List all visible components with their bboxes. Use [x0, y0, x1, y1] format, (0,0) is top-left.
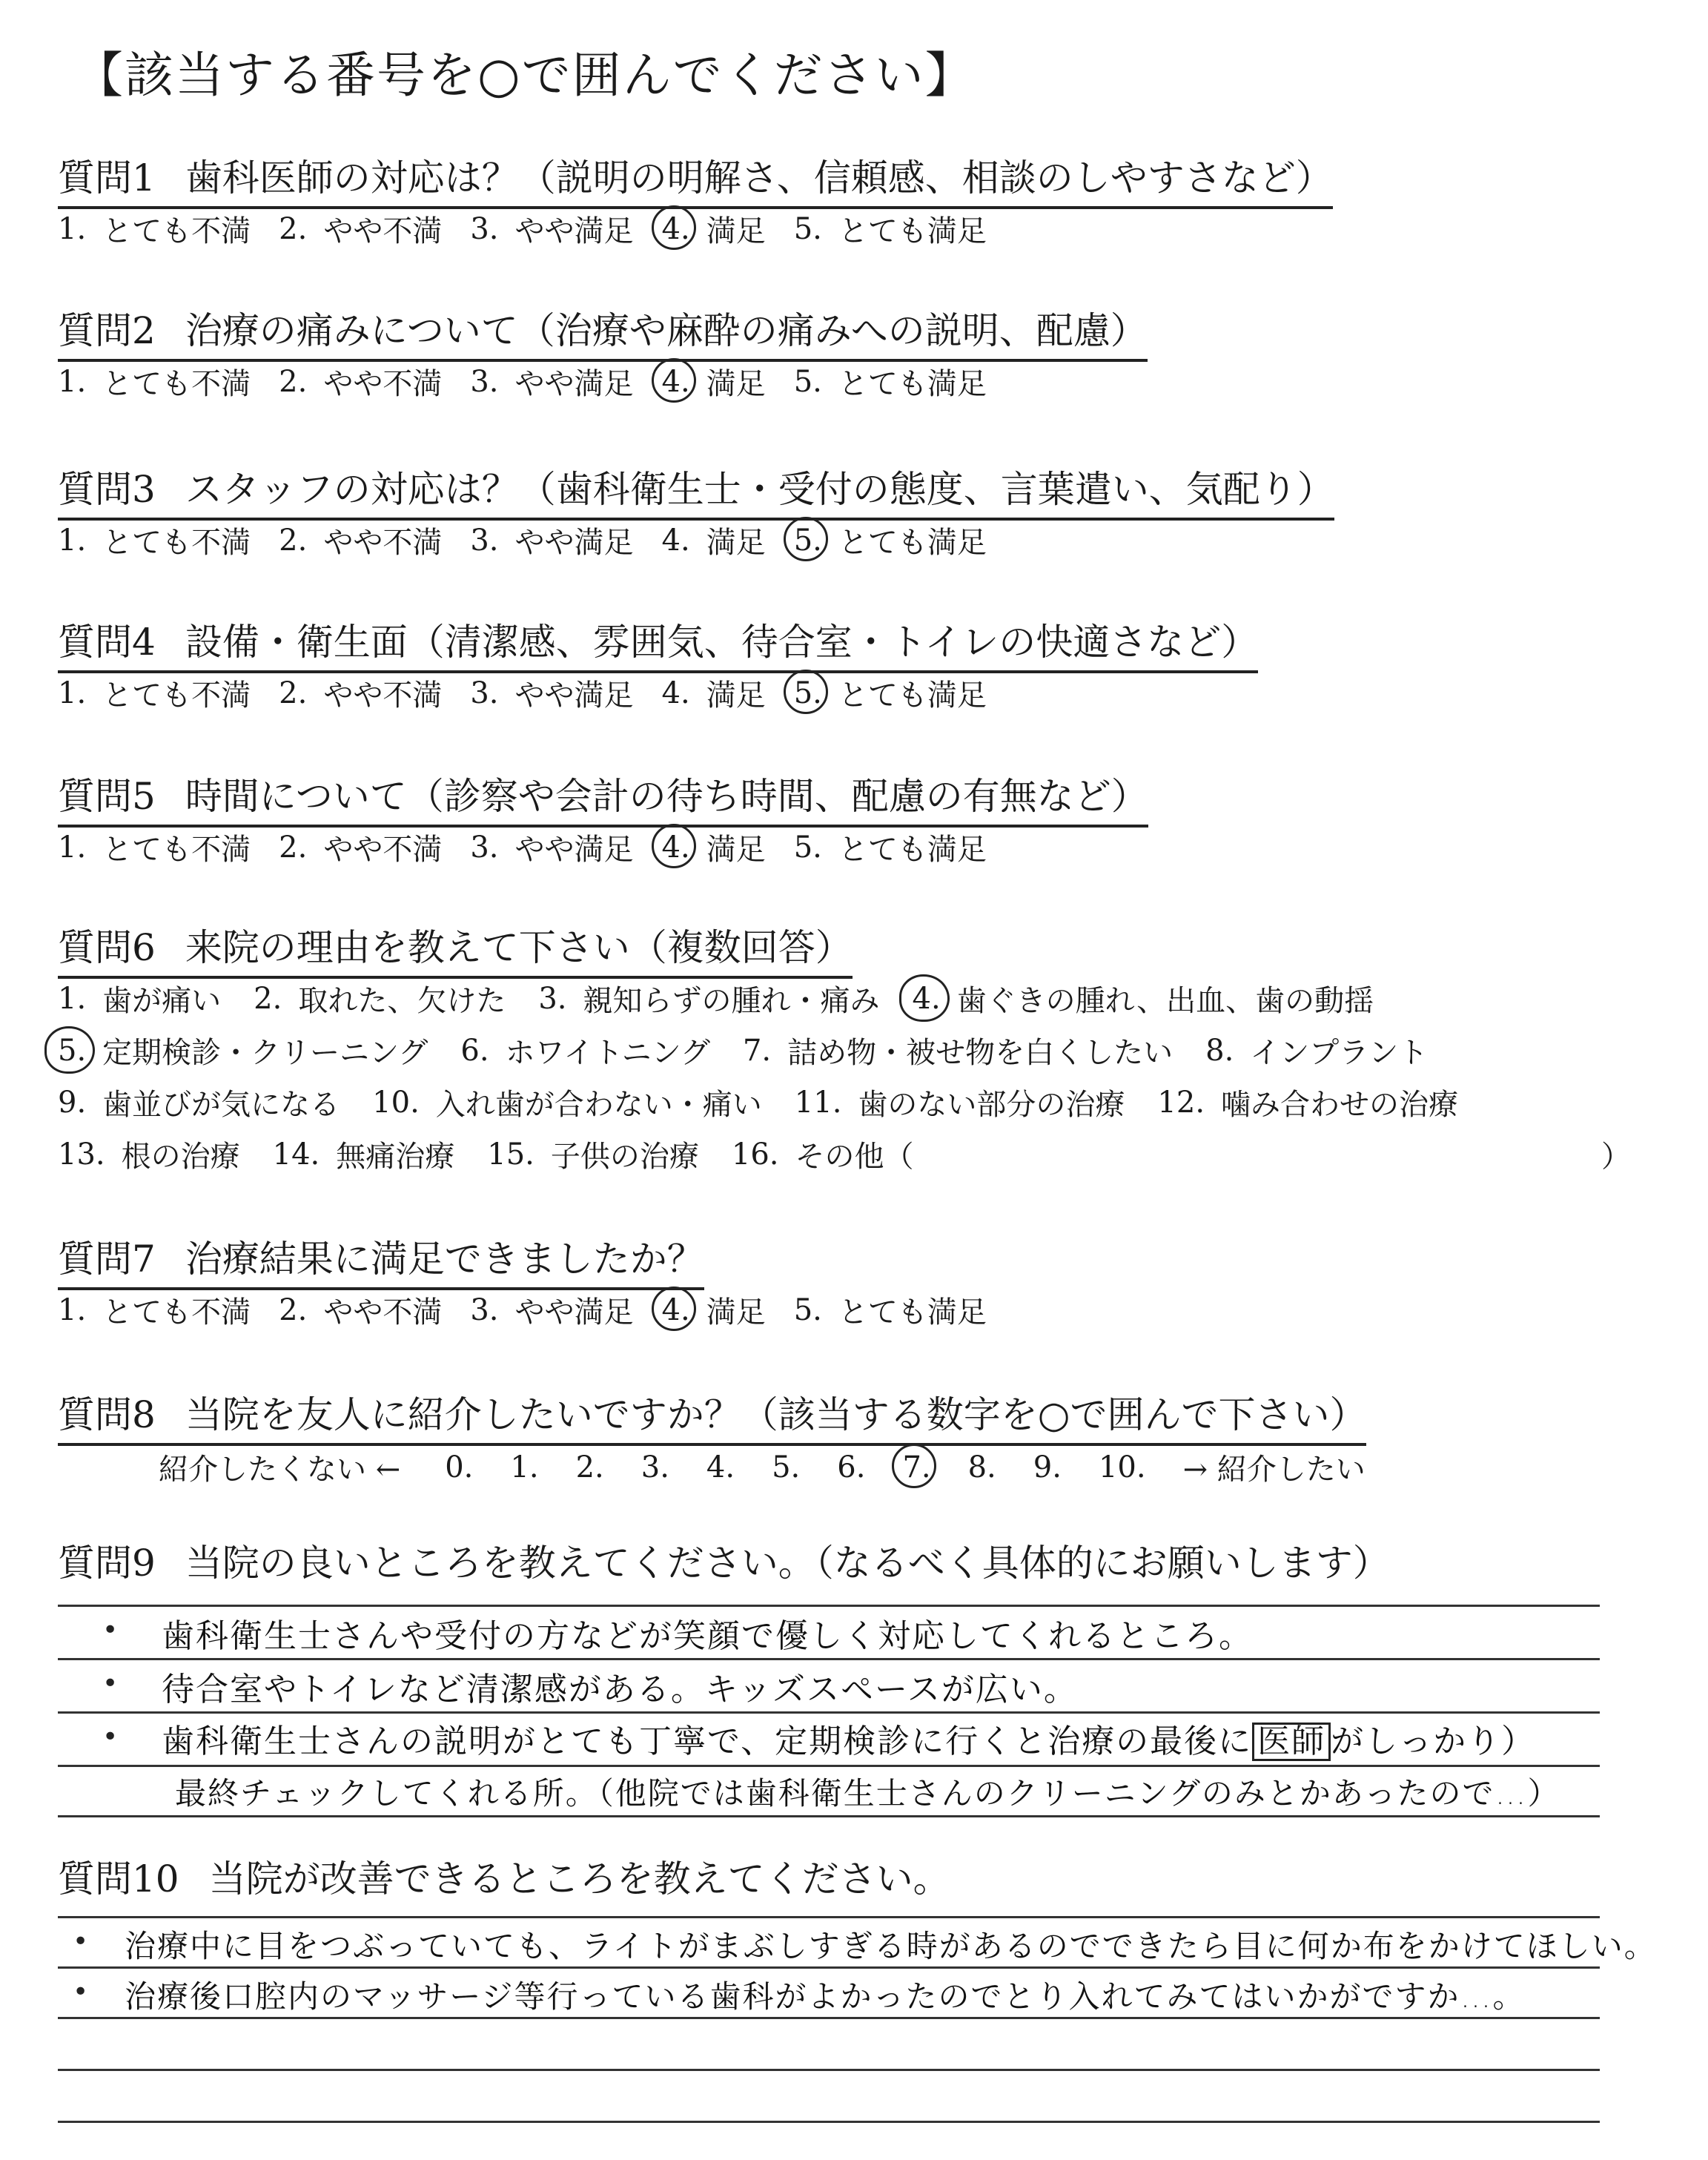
reason-option[interactable]	[1205, 1029, 1428, 1071]
rating-option-1[interactable]	[58, 826, 251, 868]
question-9-heading	[58, 1533, 1390, 1591]
option-number: 4.	[662, 830, 690, 865]
rating-option-5[interactable]	[794, 519, 987, 561]
option-label: やや不満	[323, 526, 443, 560]
option-label: 満足	[706, 678, 766, 713]
option-label: とても不満	[102, 678, 251, 713]
answer-line	[58, 1658, 1600, 1660]
option-label: 取れた、欠けた	[298, 984, 506, 1018]
option-number: 1.	[58, 364, 87, 399]
question-4-heading	[58, 612, 1258, 673]
rating-option-1[interactable]	[58, 1289, 251, 1331]
option-number: 1.	[58, 830, 87, 865]
rating-option-2[interactable]	[279, 672, 442, 714]
scale-option[interactable]	[1099, 1450, 1146, 1484]
question-text: 治療の痛みについて（治療や麻酔の痛みへの説明、配慮）	[185, 309, 1148, 352]
option-label: やや満足	[514, 214, 634, 248]
option-number: 4.	[661, 676, 690, 710]
scale-option[interactable]	[837, 1450, 865, 1484]
question-text: 治療結果に満足できましたか？	[185, 1238, 704, 1281]
scale-option[interactable]	[510, 1450, 538, 1484]
reason-option[interactable]	[273, 1133, 455, 1175]
rating-option-5[interactable]	[794, 826, 987, 868]
rating-option-3[interactable]	[470, 360, 633, 403]
question-1-options	[58, 208, 1015, 250]
option-label: 子供の治療	[550, 1140, 699, 1174]
option-number: 5.	[58, 1033, 87, 1068]
option-number: 4.	[662, 365, 690, 399]
option-label: やや満足	[514, 678, 634, 713]
scale-option[interactable]	[576, 1450, 604, 1484]
rating-option-5[interactable]	[794, 672, 987, 714]
reason-option[interactable]	[1157, 1081, 1458, 1123]
scale-number: 2.	[575, 1450, 604, 1484]
scale-number: 0.	[445, 1450, 474, 1484]
option-number: 1.	[58, 1292, 87, 1327]
question-text: 歯科医師の対応は？（説明の明解さ、信頼感、相談のしやすさなど）	[185, 156, 1333, 199]
question-number: 質問1	[58, 156, 156, 199]
scale-number: 10.	[1098, 1450, 1146, 1484]
question-3-heading	[58, 460, 1334, 521]
question-number: 質問2	[58, 309, 156, 352]
option-number: 3.	[470, 1292, 499, 1327]
option-number: 1.	[58, 981, 87, 1016]
option-number: 15.	[487, 1137, 534, 1172]
option-label: 満足	[706, 833, 766, 867]
option-label: やや不満	[323, 1295, 443, 1330]
question-number: 質問9	[58, 1542, 156, 1585]
question-text: 当院を友人に紹介したいですか？（該当する数字を○で囲んで下さい）	[185, 1393, 1367, 1436]
option-label: 満足	[706, 367, 766, 401]
scale-option[interactable]	[445, 1450, 473, 1484]
option-number: 3.	[470, 830, 499, 865]
rating-option-4[interactable]	[662, 208, 766, 250]
good-point-line-3	[162, 1714, 1535, 1762]
option-label: 満足	[706, 214, 766, 248]
reason-row-1	[58, 977, 1406, 1020]
question-number: 質問5	[58, 775, 156, 818]
selection-circle	[652, 358, 696, 403]
rating-option-4[interactable]	[662, 672, 766, 714]
option-label: やや不満	[323, 214, 443, 248]
question-5-options	[58, 826, 1015, 868]
option-number: 5.	[793, 830, 822, 865]
option-number: 12.	[1157, 1085, 1205, 1120]
scale-option[interactable]	[706, 1450, 735, 1484]
option-number: 4.	[912, 981, 941, 1016]
option-label: とても不満	[102, 1295, 251, 1330]
option-number: 5.	[794, 676, 822, 710]
option-number: 5.	[794, 524, 822, 558]
scale-option[interactable]	[968, 1450, 996, 1484]
question-4-options	[58, 672, 1015, 714]
option-label: 歯のない部分の治療	[858, 1088, 1125, 1122]
selection-circle	[652, 824, 696, 868]
question-2-options	[58, 360, 1015, 403]
good-point-line-2: 待合室やトイレなど清潔感がある。キッズスペースが広い。	[162, 1671, 1078, 1708]
option-label: やや満足	[514, 526, 634, 560]
option-label: とても不満	[102, 526, 251, 560]
rating-option-1[interactable]	[58, 208, 251, 250]
option-number: 5.	[793, 1292, 822, 1327]
bullet-icon: •	[73, 1977, 89, 2007]
option-label: 満足	[706, 1295, 766, 1330]
rating-option-4[interactable]	[662, 519, 766, 561]
scale-option[interactable]	[902, 1450, 930, 1484]
option-number: 2.	[254, 981, 282, 1016]
rating-option-2[interactable]	[279, 519, 442, 561]
page-title: 【該当する番号を○で囲んでください】	[74, 47, 976, 104]
answer-line	[58, 1966, 1600, 1969]
question-text: スタッフの対応は？（歯科衛生士・受付の態度、言葉遣い、気配り）	[185, 468, 1334, 511]
question-8-heading	[58, 1385, 1366, 1446]
rating-option-2[interactable]	[279, 826, 442, 868]
rating-option-3[interactable]	[470, 826, 633, 868]
option-label: とても満足	[838, 678, 987, 713]
question-2-heading	[58, 301, 1148, 362]
good-point-line-3-tail: がしっかり）	[1331, 1723, 1536, 1760]
bullet-icon: •	[102, 1668, 119, 1699]
option-label: とても不満	[102, 833, 251, 867]
option-label: とても満足	[838, 367, 987, 401]
option-label: やや不満	[323, 367, 443, 401]
good-point-line-1: 歯科衛生士さんや受付の方などが笑顔で優しく対応してくれるところ。	[162, 1617, 1253, 1655]
scale-option[interactable]	[1033, 1450, 1062, 1484]
answer-line	[58, 1916, 1600, 1918]
rating-option-3[interactable]	[470, 672, 633, 714]
question-7-heading	[58, 1229, 704, 1290]
reason-option[interactable]	[538, 977, 879, 1020]
rating-option-5[interactable]	[794, 1289, 987, 1331]
scale-number: 5.	[772, 1450, 801, 1484]
option-label: やや不満	[323, 833, 443, 867]
option-number: 3.	[470, 364, 499, 399]
option-number: 5.	[793, 211, 822, 246]
option-label: 定期検診・クリーニング	[102, 1036, 428, 1070]
option-label: とても不満	[102, 367, 251, 401]
improve-point-line-1: 治療中に目をつぶっていても、ライトがまぶしすぎる時があるのでできたら目に何か布をかけてほしい。	[125, 1928, 1657, 1964]
option-number: 3.	[470, 523, 499, 558]
option-label: ホワイトニング	[505, 1036, 710, 1070]
option-number: 2.	[279, 1292, 308, 1327]
option-label: とても満足	[838, 1295, 987, 1330]
option-number: 3.	[470, 211, 499, 246]
answer-line	[58, 2121, 1600, 2123]
reason-option[interactable]	[58, 977, 221, 1020]
question-text: 来院の理由を教えて下さい（複数回答）	[185, 926, 853, 969]
rating-option-2[interactable]	[279, 360, 442, 403]
question-8-scale	[159, 1446, 1366, 1488]
question-6-heading	[58, 918, 853, 979]
option-label: とても満足	[838, 833, 987, 867]
option-label: 入れ歯が合わない・痛い	[435, 1088, 762, 1122]
bullet-icon: •	[102, 1722, 119, 1752]
option-label: 親知らずの腫れ・痛み	[583, 984, 880, 1018]
option-label: 噛み合わせの治療	[1221, 1088, 1459, 1122]
reason-option[interactable]	[372, 1081, 762, 1123]
reason-option[interactable]	[743, 1029, 1173, 1071]
rating-option-2[interactable]	[279, 1289, 442, 1331]
option-number: 16.	[731, 1137, 779, 1172]
rating-option-5[interactable]	[794, 360, 987, 403]
scale-number: 3.	[640, 1450, 669, 1484]
option-label: とても満足	[838, 214, 987, 248]
option-number: 10.	[372, 1085, 420, 1120]
option-number: 2.	[279, 523, 308, 558]
option-number: 3.	[538, 981, 567, 1016]
reason-option[interactable]	[58, 1029, 428, 1071]
reason-option[interactable]	[460, 1029, 710, 1071]
reason-option[interactable]	[58, 1081, 340, 1123]
option-number: 4.	[662, 1293, 690, 1327]
option-number: 6.	[460, 1033, 489, 1068]
rating-option-4[interactable]	[662, 360, 766, 403]
option-number: 3.	[470, 676, 499, 710]
option-label: とても不満	[102, 214, 251, 248]
scale-number: 8.	[967, 1450, 996, 1484]
question-number: 質問3	[58, 468, 156, 511]
answer-line	[58, 2017, 1600, 2019]
rating-option-1[interactable]	[58, 672, 251, 714]
question-text: 当院の良いところを教えてください。（なるべく具体的にお願いします）	[185, 1542, 1390, 1585]
question-1-heading	[58, 148, 1333, 209]
scale-number: 1.	[510, 1450, 539, 1484]
option-number: 13.	[58, 1137, 105, 1172]
option-label: 根の治療	[121, 1140, 240, 1174]
answer-line	[58, 1815, 1600, 1817]
reason-option[interactable]	[795, 1081, 1125, 1123]
rating-option-2[interactable]	[279, 208, 442, 250]
reason-option[interactable]	[913, 977, 1374, 1020]
option-number: 9.	[58, 1085, 87, 1120]
reason-option[interactable]	[58, 1133, 240, 1175]
scale-option[interactable]	[641, 1450, 669, 1484]
reason-row-2	[58, 1029, 1460, 1071]
question-text: 当院が改善できるところを教えてください。	[208, 1857, 950, 1900]
good-point-line-3-text: 歯科衛生士さんの説明がとても丁寧で、定期検診に行くと治療の最後に	[162, 1723, 1253, 1760]
option-number: 4.	[662, 212, 690, 246]
selection-circle	[44, 1026, 95, 1074]
option-label: 詰め物・被せ物を白くしたい	[787, 1036, 1174, 1070]
option-label: 歯ぐきの腫れ、出血、歯の動揺	[956, 984, 1374, 1018]
improve-point-line-2: 治療後口腔内のマッサージ等行っている歯科がよかったのでとり入れてみてはいかがですか…。	[125, 1978, 1526, 2015]
rating-option-4[interactable]	[662, 1289, 766, 1331]
option-number: 2.	[279, 364, 308, 399]
question-number: 質問8	[58, 1393, 156, 1436]
option-number: 11.	[794, 1085, 842, 1120]
option-number: 5.	[793, 364, 822, 399]
option-number: 2.	[279, 830, 308, 865]
selection-circle	[652, 1287, 696, 1331]
option-number: 1.	[58, 211, 87, 246]
scale-option[interactable]	[772, 1450, 800, 1484]
selection-circle	[652, 205, 696, 250]
reason-row-4	[58, 1133, 947, 1175]
question-3-options	[58, 519, 1015, 561]
option-number: 7.	[742, 1033, 772, 1068]
scale-number: 6.	[837, 1450, 866, 1484]
selection-circle	[784, 517, 828, 561]
option-label: その他（	[795, 1140, 914, 1174]
option-number: 4.	[661, 523, 690, 558]
answer-line	[58, 1765, 1600, 1767]
answer-line	[58, 2069, 1600, 2071]
option-label: インプラント	[1250, 1036, 1429, 1070]
answer-line	[58, 1711, 1600, 1714]
option-label: やや満足	[514, 1295, 634, 1330]
scale-right-label: → 紹介したい	[1182, 1453, 1366, 1487]
question-5-heading	[58, 767, 1148, 828]
option-label: やや満足	[514, 367, 634, 401]
option-number: 1.	[58, 523, 87, 558]
rating-option-3[interactable]	[470, 208, 633, 250]
good-point-line-4: 最終チェックしてくれる所。（他院では歯科衛生士さんのクリーニングのみとかあったので…）	[175, 1775, 1560, 1811]
option-number: 8.	[1205, 1033, 1234, 1068]
reason-option[interactable]	[732, 1133, 914, 1175]
rating-option-5[interactable]	[794, 208, 987, 250]
rating-option-1[interactable]	[58, 360, 251, 403]
question-10-heading	[58, 1849, 950, 1907]
scale-number: 7.	[902, 1450, 931, 1484]
bullet-icon: •	[102, 1615, 119, 1645]
question-text: 設備・衛生面（清潔感、雰囲気、待合室・トイレの快適さなど）	[185, 621, 1259, 664]
answer-line	[58, 1605, 1600, 1607]
question-text: 時間について（診察や会計の待ち時間、配慮の有無など）	[185, 775, 1148, 818]
boxed-word: 医師	[1252, 1723, 1331, 1761]
option-label: とても満足	[838, 526, 987, 560]
reason-row-3	[58, 1081, 1491, 1123]
option-number: 2.	[279, 211, 308, 246]
scale-number: 9.	[1033, 1450, 1062, 1484]
option-label: 歯が痛い	[102, 984, 222, 1018]
question-number: 質問10	[58, 1857, 179, 1900]
rating-option-3[interactable]	[470, 519, 633, 561]
question-number: 質問7	[58, 1238, 156, 1281]
selection-circle	[892, 1444, 936, 1488]
rating-option-3[interactable]	[470, 1289, 633, 1331]
rating-option-1[interactable]	[58, 519, 251, 561]
option-number: 2.	[279, 676, 308, 710]
question-number: 質問4	[58, 621, 156, 664]
reason-option[interactable]	[254, 977, 506, 1020]
option-number: 1.	[58, 676, 87, 710]
other-close-paren: ）	[1601, 1140, 1631, 1174]
option-label: やや不満	[323, 678, 443, 713]
selection-circle	[784, 670, 828, 714]
option-label: やや満足	[514, 833, 634, 867]
rating-option-4[interactable]	[662, 826, 766, 868]
scale-number: 4.	[706, 1450, 735, 1484]
question-number: 質問6	[58, 926, 156, 969]
scale-left-label: 紹介したくない ←	[159, 1453, 401, 1487]
option-label: 満足	[706, 526, 766, 560]
bullet-icon: •	[73, 1926, 89, 1957]
option-label: 無痛治療	[336, 1140, 455, 1174]
option-label: 歯並びが気になる	[102, 1088, 340, 1122]
question-7-options	[58, 1289, 1015, 1331]
selection-circle	[899, 974, 950, 1022]
reason-option[interactable]	[487, 1133, 699, 1175]
option-number: 14.	[272, 1137, 320, 1172]
